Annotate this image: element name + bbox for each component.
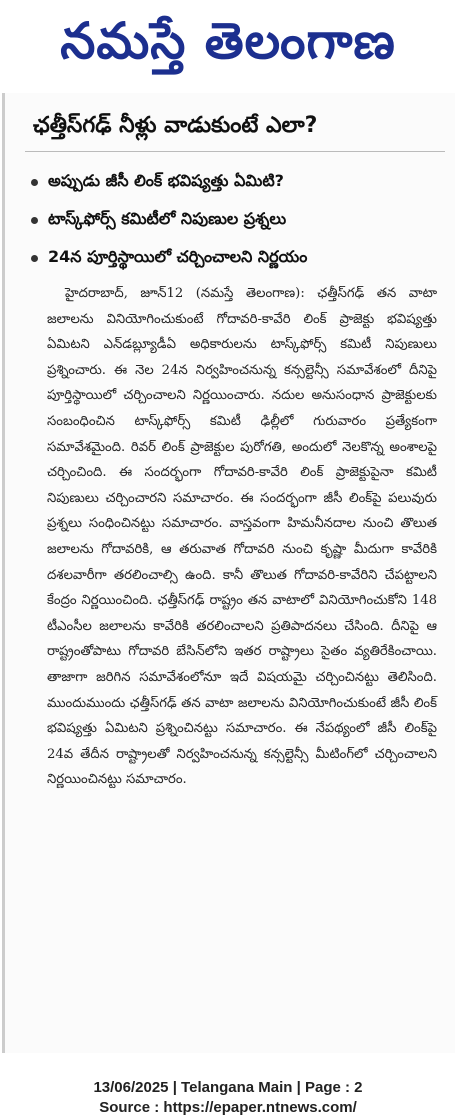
bullet-dot-icon <box>31 217 38 224</box>
bullet-text: అప్పుడు జీసీ లింక్ భవిష్యత్తు ఏమిటి? <box>48 170 284 190</box>
article-body <box>47 281 437 793</box>
masthead-title: నమస్తే తెలంగాణ <box>60 11 396 70</box>
bullet-dot-icon <box>31 255 38 262</box>
bullet-item <box>31 163 441 201</box>
masthead <box>0 0 456 90</box>
article-bullets <box>31 163 441 277</box>
bullet-text: 24న పూర్తిస్థాయిలో చర్చించాలని నిర్ణయం <box>48 246 308 266</box>
footer <box>0 1078 456 1118</box>
headline-divider <box>25 151 445 152</box>
footer-source: Source : https://epaper.ntnews.com/ <box>99 1099 357 1116</box>
bullet-item <box>31 201 441 239</box>
news-clipping <box>2 93 455 1053</box>
bullet-dot-icon <box>31 179 38 186</box>
footer-date-edition: 13/06/2025 | Telangana Main | Page : 2 <box>93 1079 363 1096</box>
bullet-text: టాస్క్‌ఫోర్స్ కమిటీలో నిపుణుల ప్రశ్నలు <box>48 208 287 228</box>
bullet-item <box>31 239 441 277</box>
article-headline: ఛత్తీస్‌గఢ్ నీళ్లు వాడుకుంటే ఎలా? <box>33 113 318 138</box>
article-paragraph: హైదరాబాద్, జూన్12 (నమస్తే తెలంగాణ): ఛత్తీస్‌గఢ్ తన వాటా జలాలను వినియోగించుకుంటే గోదావరి-కావేరి లింక్ ప్రాజెక్టు భవిష్యత్తు ఏమిటని ఎన్‌డబ్ల్యూడీఏ అధికారులను టాస్క్‌ఫోర్స్ కమిటీ నిపుణులు ప్రశ్నించారు. ఈ నెల 24న నిర్వహించనున్న కన్సల్టెన్సీ సమావేశంలో దీనిపై పూర్తిస్థాయిలో చర్చించాలని నిర్ణయించారు. నదుల అనుసంధాన ప్రాజెక్టులకు సంబంధించిన టాస్క్‌ఫోర్స్ కమిటీ ఢిల్లీలో గురువారం ప్రత్యేకంగా సమావేశమైంది. రివర్ లింక్ ప్రాజెక్టుల పురోగతి, అందులో నెలకొన్న అంశాలపై చర్చించింది. ఈ సందర్భంగా గోదావరి-కావేరి లింక్ ప్రాజెక్టుపైనా కమిటీ నిపుణులు చర్చించారని సమాచారం. ఈ సందర్భంగా జీసీ లింక్‌పై పలువురు ప్రశ్నలు సంధించినట్టు సమాచారం. వాస్తవంగా హిమనీనదాల నుంచి తొలుత జలాలను గోదావరికి, ఆ తరువాత గోదావరి నుంచి కృష్ణా మీదుగా కావేరికి దశలవారీగా తరలించాల్సి ఉంది. కానీ తొలుత గోదావరి-కావేరిని చేపట్టాలని కేంద్రం నిర్ణయించింది. ఛత్తీస్‌గఢ్ రాష్ట్రం తన వాటాలో వినియోగించుకోని 148 టీఎంసీల జలాలను కావేరికి తరలించాలని ప్రతిపాదనలు చేసింది. దీనిపై ఆ రాష్ట్రంతోపాటు గోదావరి బేసిన్‌లోని ఇతర రాష్ట్రాలు సైతం వ్యతిరేకించాయి. తాజాగా జరిగిన సమావేశంలోనూ ఇదే విషయమై చర్చించినట్టు తెలిసింది. ముందుముందు ఛత్తీస్‌గఢ్ తన వాటా జలాలను వినియోగించుకుంటే జీసీ లింక్ భవిష్యత్తు ఏమిటని ప్రశ్నించినట్టు సమాచారం. ఈ నేపథ్యంలో జీసీ లింక్‌పై 24వ తేదీన రాష్ట్రాలతో నిర్వహించనున్న కన్సల్టెన్సీ మీటింగ్‌లో చర్చించాలని నిర్ణయించినట్టు సమాచారం. <box>47 286 437 788</box>
